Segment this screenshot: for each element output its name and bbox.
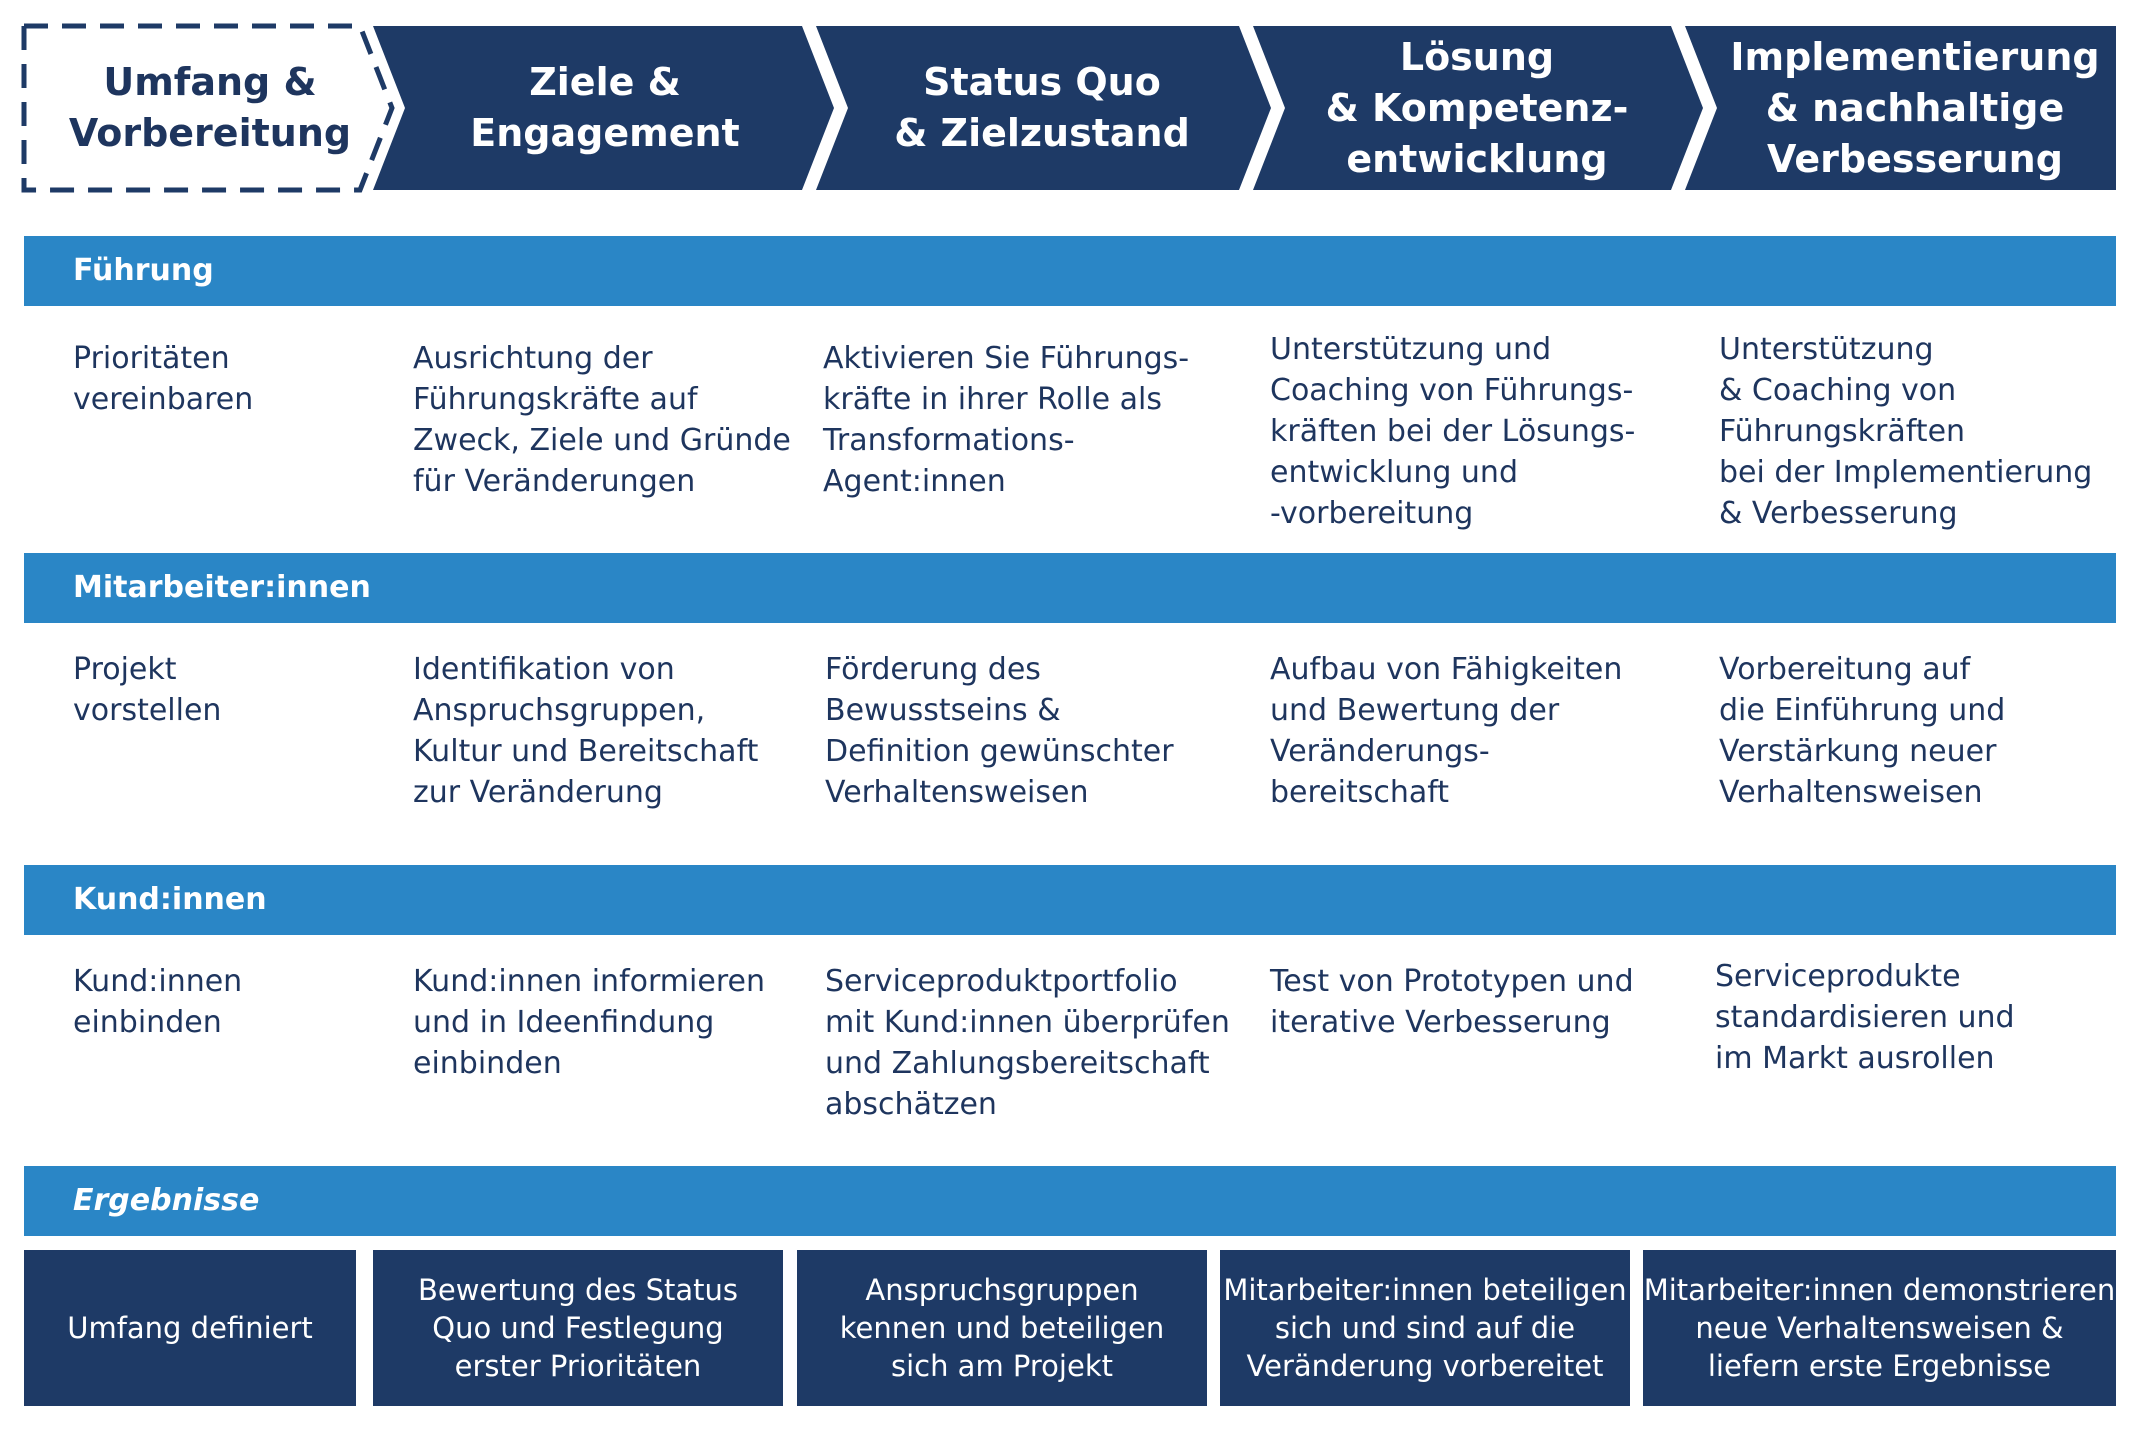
section-title-customers: Kund:innen — [73, 882, 267, 917]
phase-label-goals: Ziele & Engagement — [470, 60, 740, 155]
result-box-4: Mitarbeiter:innen beteiligen sich und sind auf die Veränderung vorbereitet — [1220, 1250, 1630, 1406]
section-title-leadership: Führung — [73, 253, 214, 288]
customers-cell-5: Serviceprodukte standardisieren und im Markt ausrollen — [1715, 959, 2015, 1076]
result-box-3: Anspruchsgruppen kennen und beteiligen sich am Projekt — [797, 1250, 1207, 1406]
section-title-employees: Mitarbeiter:innen — [73, 570, 371, 605]
phase-label-scope: Umfang & Vorbereitung — [68, 60, 352, 155]
customers-cell-2: Kund:innen informieren und in Ideenfindung einbinden — [413, 964, 765, 1081]
employees-cell-3: Förderung des Bewusstseins & Definition gewünschter Verhaltensweisen — [825, 652, 1174, 810]
section-header-customers — [24, 865, 2116, 935]
customers-cell-3: Serviceproduktportfolio mit Kund:innen überprüfen und Zahlungsbereitschaft abschätzen — [825, 964, 1230, 1122]
leadership-cell-3: Aktivieren Sie Führungs- kräfte in ihrer Rolle als Transformations- Agent:innen — [823, 341, 1190, 499]
section-header-employees — [24, 553, 2116, 623]
phase-label-solution: Lösung & Kompetenz- entwicklung — [1325, 34, 1629, 181]
phase-label-status-quo: Status Quo & Zielzustand — [894, 60, 1190, 155]
employees-cell-4: Aufbau von Fähigkeiten und Bewertung der Veränderungs- bereitschaft — [1270, 652, 1623, 810]
leadership-cell-2: Ausrichtung der Führungskräfte auf Zweck, Ziele und Gründe für Veränderungen — [413, 341, 791, 499]
result-box-1: Umfang definiert — [24, 1250, 356, 1406]
result-box-2: Bewertung des Status Quo und Festlegung erster Prioritäten — [373, 1250, 783, 1406]
result-box-5: Mitarbeiter:innen demonstrieren neue Verhaltensweisen & liefern erste Ergebnisse — [1643, 1250, 2116, 1406]
customers-cell-4: Test von Prototypen und iterative Verbesserung — [1270, 964, 1634, 1040]
employees-cell-2: Identifikation von Anspruchsgruppen, Kultur und Bereitschaft zur Veränderung — [413, 652, 759, 810]
section-title-results: Ergebnisse — [73, 1183, 260, 1218]
leadership-cell-5: Unterstützung & Coaching von Führungskräften bei der Implementierung & Verbesserung — [1719, 332, 2093, 531]
employees-cell-5: Vorbereitung auf die Einführung und Verstärkung neuer Verhaltensweisen — [1719, 652, 2006, 810]
phase-label-implementation: Implementierung & nachhaltige Verbesserung — [1730, 34, 2100, 181]
employees-cell-1: Projekt vorstellen — [73, 652, 222, 728]
section-header-leadership — [24, 236, 2116, 306]
leadership-cell-4: Unterstützung und Coaching von Führungs- kräften bei der Lösungs- entwicklung und -vorbereitung — [1270, 332, 1636, 531]
customers-cell-1: Kund:innen einbinden — [73, 964, 243, 1040]
leadership-cell-1: Prioritäten vereinbaren — [73, 341, 254, 417]
section-header-results — [24, 1166, 2116, 1236]
